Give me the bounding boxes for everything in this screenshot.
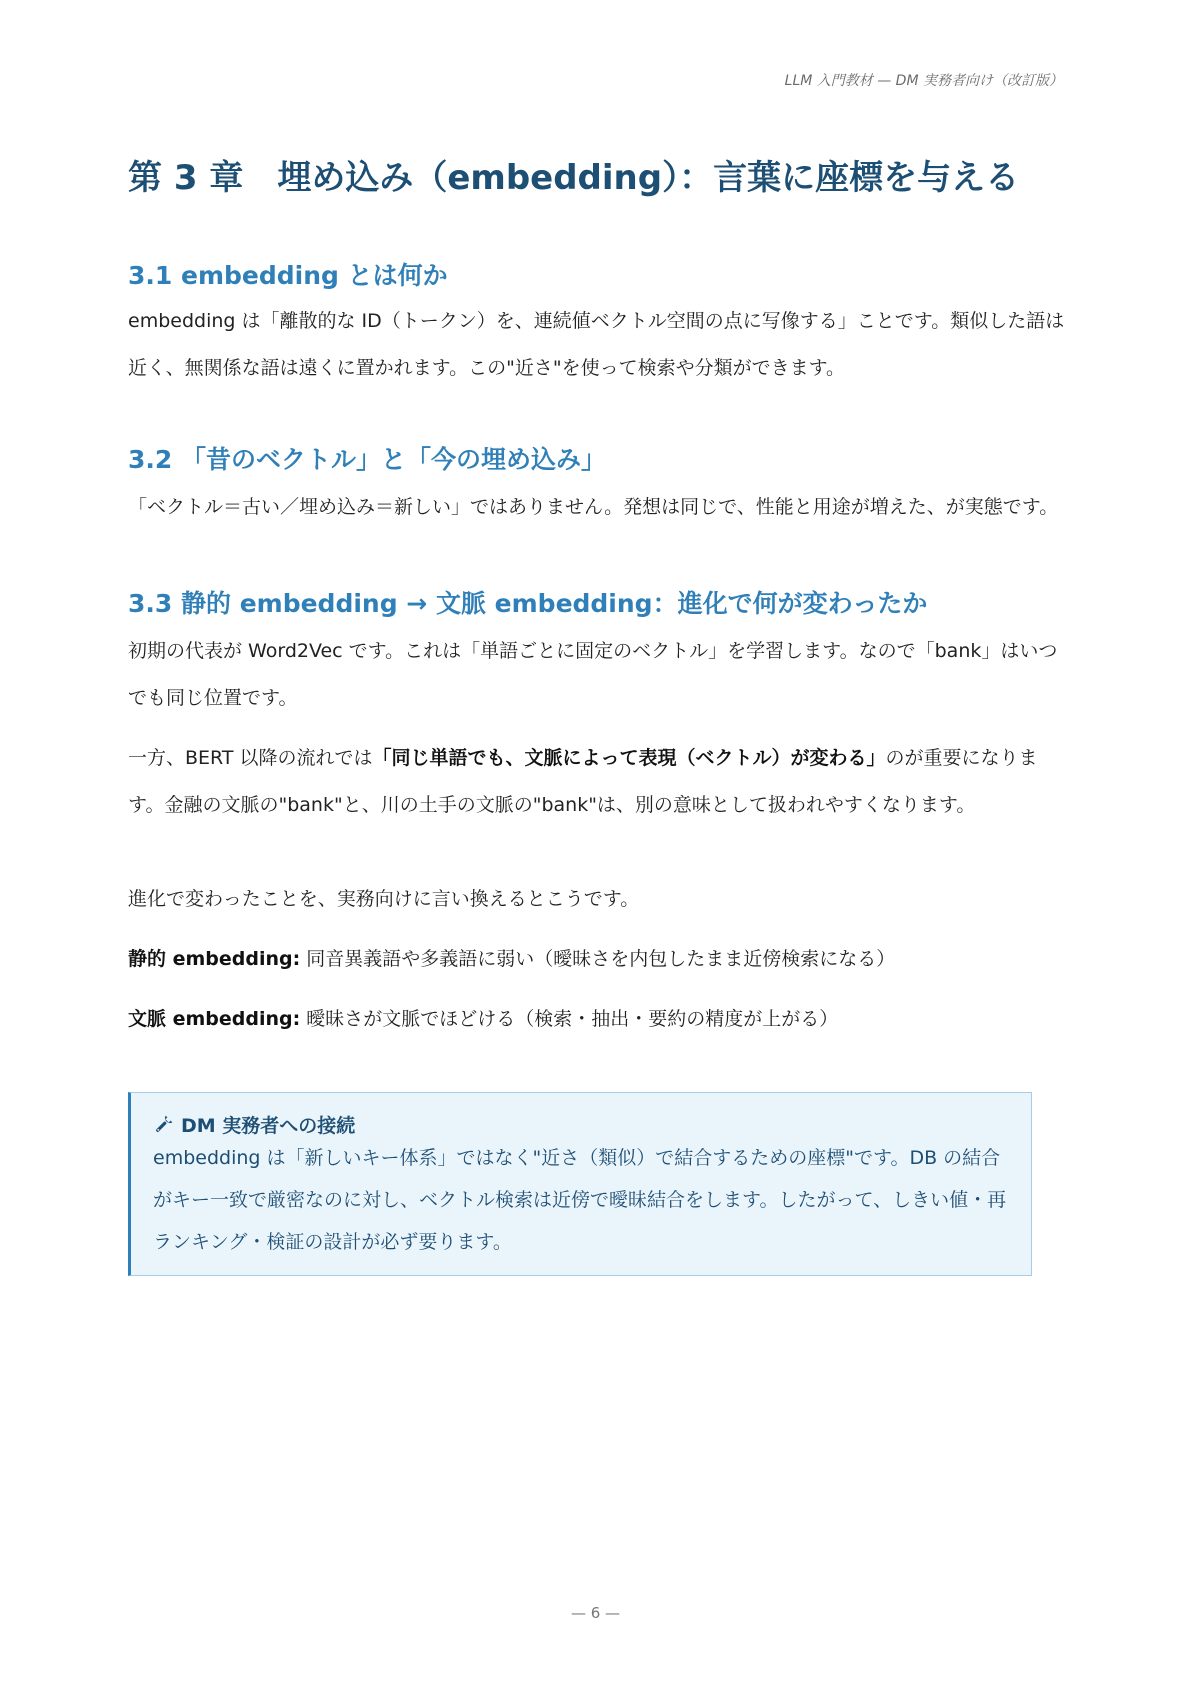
paragraph-vector-vs-embedding: 「ベクトル＝古い／埋め込み＝新しい」ではありません。発想は同じで、性能と用途が増えた、が実態です。: [128, 496, 1059, 518]
callout-box: [128, 1092, 1032, 1276]
running-header: LLM 入門教材 — DM 実務者向け（改訂版）: [784, 73, 1063, 89]
bert-text-after: のが重要になります。金融の文脈の"bank"と、川の土手の文脈の"bank"は、別の意味として扱われやすくなります。: [128, 747, 1038, 816]
bert-text-bold: 「同じ単語でも、文脈によって表現（ベクトル）が変わる」: [372, 747, 886, 769]
definition-item-static: [128, 936, 1068, 983]
paragraph-summary-intro: 進化で変わったことを、実務向けに言い換えるとこうです。: [128, 888, 640, 910]
bert-text-before: 一方、BERT 以降の流れでは: [128, 747, 373, 769]
paragraph-bert: [128, 735, 1068, 829]
section-heading-3-1: 3.1 embedding とは何か: [128, 261, 448, 290]
callout-title: [153, 1111, 355, 1140]
definition-text: 曖昧さが文脈でほどける（検索・抽出・要約の精度が上がる）: [300, 1008, 839, 1030]
definition-text: 同音異義語や多義語に弱い（曖昧さを内包したまま近傍検索になる）: [300, 948, 896, 970]
definition-term: 文脈 embedding:: [128, 1008, 301, 1030]
section-heading-3-2: 3.2 「昔のベクトル」と「今の埋め込み」: [128, 445, 606, 474]
paragraph-embedding-definition: embedding は「離散的な ID（トークン）を、連続値ベクトル空間の点に写像する」ことです。類似した語は近く、無関係な語は遠くに置かれます。この"近さ"を使って検索や分類ができます。: [128, 310, 1065, 379]
paragraph-word2vec: 初期の代表が Word2Vec です。これは「単語ごとに固定のベクトル」を学習します。なので「bank」はいつでも同じ位置です。: [128, 640, 1058, 709]
page-number: — 6 —: [570, 1604, 621, 1622]
definition-item-contextual: [128, 996, 1068, 1043]
callout-text: embedding は「新しいキー体系」ではなく"近さ（類似）で結合するための座標"です。DB の結合がキー一致で厳密なのに対し、ベクトル検索は近傍で曖昧結合をします。したがって、しきい値・再ランキング・検証の設計が必ず要ります。: [153, 1147, 1007, 1253]
callout-title-text: DM 実務者への接続: [181, 1115, 356, 1137]
chapter-title: 第 3 章 埋め込み（embedding）：言葉に座標を与える: [128, 158, 1020, 198]
definition-term: 静的 embedding:: [128, 948, 301, 970]
section-heading-3-3: 3.3 静的 embedding → 文脈 embedding：進化で何が変わったか: [128, 589, 928, 618]
